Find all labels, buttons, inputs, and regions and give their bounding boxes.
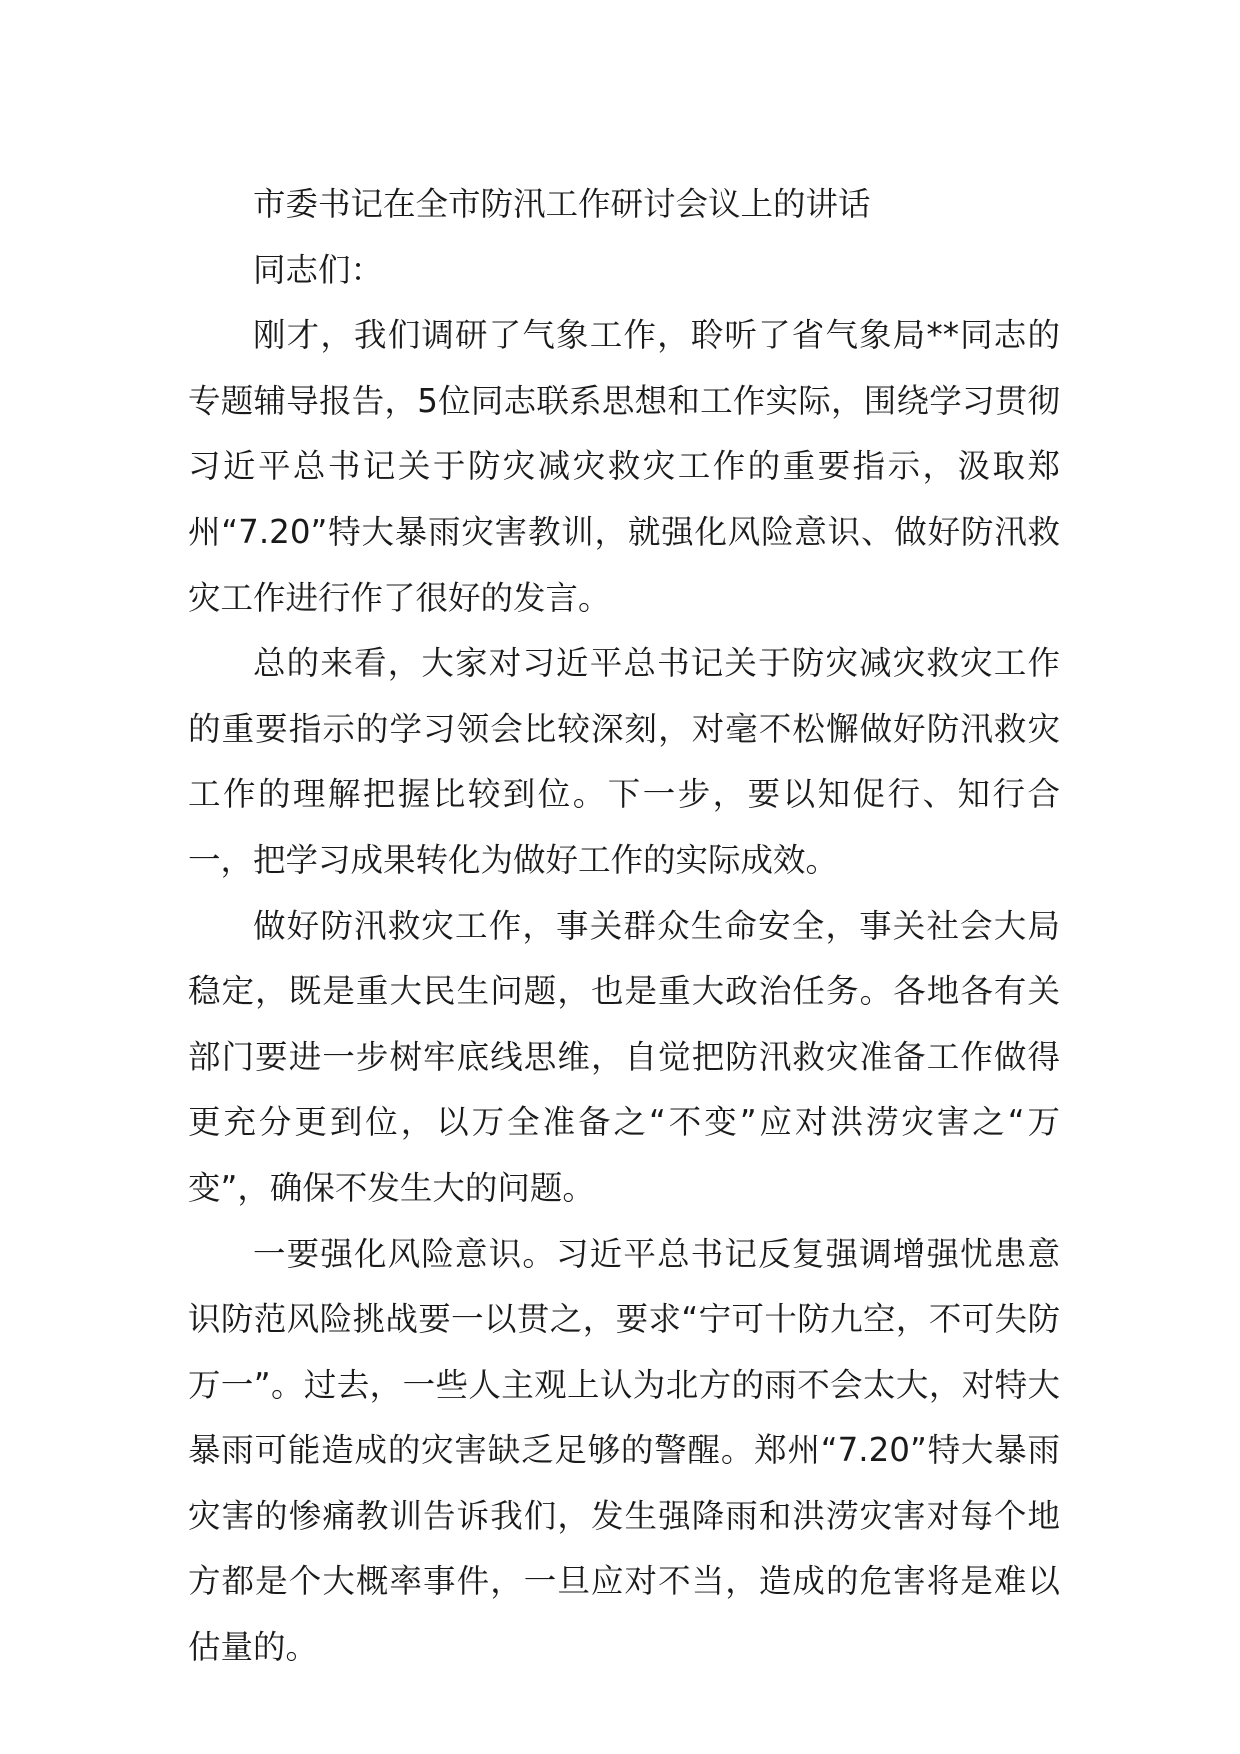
- paragraph-3: 做好防汛救灾工作，事关群众生命安全，事关社会大局稳定，既是重大民生问题，也是重大政治任务。各地各有关部门要进一步树牢底线思维，自觉把防汛救灾准备工作做得更充分更到位，以万全准备之“不变”应对洪涝灾害之“万变”，确保不发生大的问题。: [188, 906, 1060, 1207]
- document-body: [188, 172, 1060, 1681]
- paragraph-1: 刚才，我们调研了气象工作，聆听了省气象局**同志的专题辅导报告，5位同志联系思想和工作实际，围绕学习贯彻习近平总书记关于防灾减灾救灾工作的重要指示，汲取郑州“7.20”特大暴雨灾害教训，就强化风险意识、做好防汛救灾工作进行作了很好的发言。: [188, 316, 1060, 617]
- paragraph-4: 一要强化风险意识。习近平总书记反复强调增强忧患意识防范风险挑战要一以贯之，要求“宁可十防九空，不可失防万一”。过去，一些人主观上认为北方的雨不会太大，对特大暴雨可能造成的灾害缺乏足够的警醒。郑州“7.20”特大暴雨灾害的惨痛教训告诉我们，发生强降雨和洪涝灾害对每个地方都是个大概率事件，一旦应对不当，造成的危害将是难以估量的。: [188, 1234, 1060, 1667]
- paragraph-2: 总的来看，大家对习近平总书记关于防灾减灾救灾工作的重要指示的学习领会比较深刻，对毫不松懈做好防汛救灾工作的理解把握比较到位。下一步，要以知促行、知行合一，把学习成果转化为做好工作的实际成效。: [188, 644, 1060, 879]
- document-title: 市委书记在全市防汛工作研讨会议上的讲话: [253, 185, 871, 223]
- salutation: 同志们：: [253, 250, 384, 289]
